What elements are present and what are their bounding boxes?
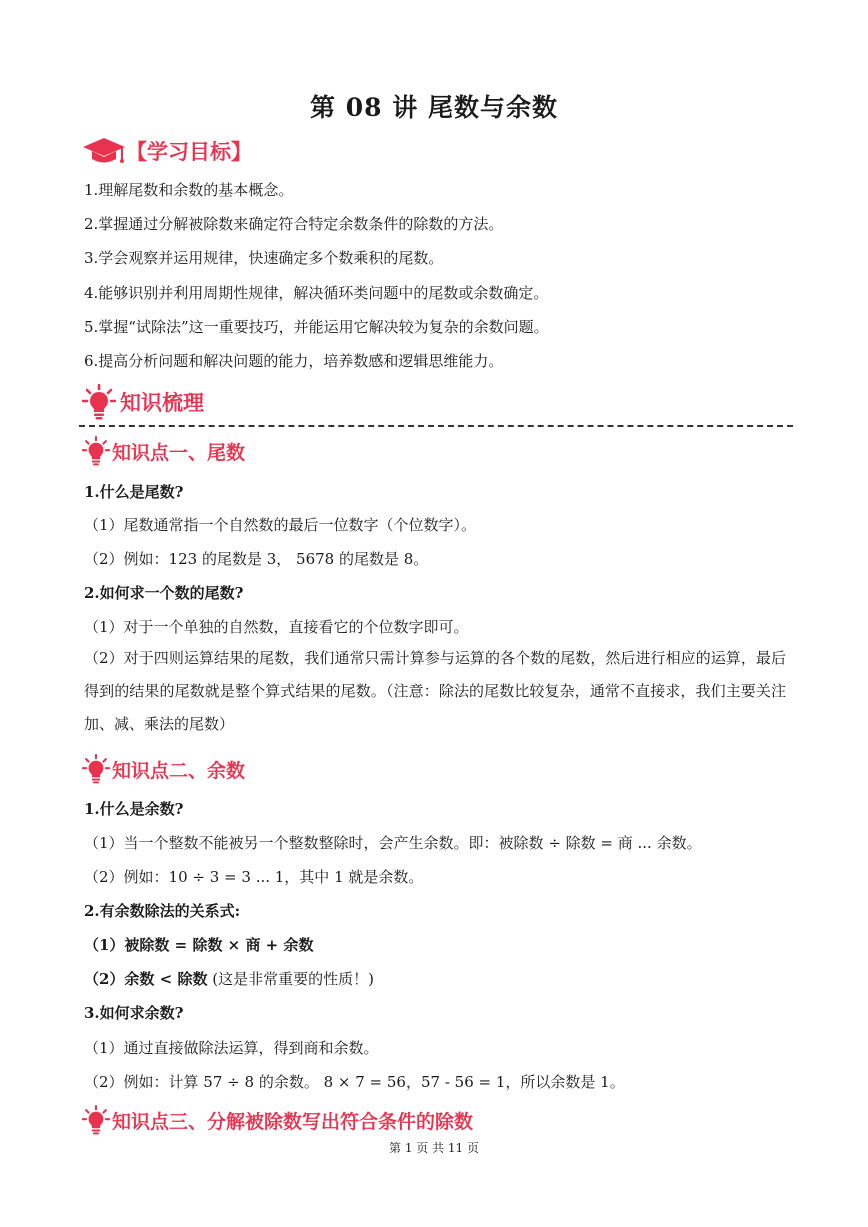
point2-heading [82,754,245,784]
question-heading: 2.有余数除法的关系式: [84,902,241,920]
page-footer: 第 1 页 共 11 页 [389,1141,479,1155]
point3-heading [82,1105,473,1135]
lightbulb-icon [82,754,110,784]
formula-line: （1）被除数 = 除数 × 商 + 余数 [84,936,314,954]
formula-line [84,969,374,989]
objective-item: 2.掌握通过分解被除数来确定符合特定余数条件的除数的方法。 [84,215,504,233]
point1-heading [82,436,245,466]
objective-item: 4.能够识别并利用周期性规律，解决循环类问题中的尾数或余数确定。 [84,284,549,302]
lightbulb-icon [82,384,116,420]
answer-line: （1）当一个整数不能被另一个整数整除时，会产生余数。即：被除数 ÷ 除数 = 商 ... 余数。 [84,834,702,852]
objective-item: 6.提高分析问题和解决问题的能力，培养数感和逻辑思维能力。 [84,352,504,370]
objective-item: 5.掌握“试除法”这一重要技巧，并能运用它解决较为复杂的余数问题。 [84,318,549,336]
answer-line: （2）例如：计算 57 ÷ 8 的余数。 8 × 7 = 56，57 - 56 = 1，所以余数是 1。 [84,1073,625,1091]
question-heading: 3.如何求余数? [84,1004,184,1022]
lightbulb-icon [82,1105,110,1135]
answer-line: （2）例如：123 的尾数是 3， 5678 的尾数是 8。 [84,550,429,568]
point2-heading-text: 知识点二、余数 [112,759,246,782]
objective-item: 1.理解尾数和余数的基本概念。 [84,181,294,199]
question-heading: 1.什么是尾数? [84,483,184,501]
knowledge-heading-text: 知识梳理 [120,391,204,415]
answer-line: （2）例如：10 ÷ 3 = 3 ... 1，其中 1 就是余数。 [84,868,424,886]
answer-paragraph: （2）对于四则运算结果的尾数，我们通常只需计算参与运算的各个数的尾数，然后进行相应的运算，最后得到的结果的尾数就是整个算式结果的尾数。（注意：除法的尾数比较复杂，通常不直接求，我们主要关注加、减、乘法的尾数） [84,649,786,733]
objectives-heading-text: 【学习目标】 [126,140,252,164]
page-title: 第 08 讲 尾数与余数 [310,93,558,122]
objective-item: 3.学会观察并运用规律，快速确定多个数乘积的尾数。 [84,249,444,267]
formula-note: (这是非常重要的性质！) [207,970,374,988]
answer-line: （1）对于一个单独的自然数，直接看它的个位数字即可。 [84,618,469,636]
answer-line: （1）尾数通常指一个自然数的最后一位数字（个位数字）。 [84,516,477,534]
lightbulb-icon [82,436,110,466]
section-divider [79,425,793,427]
question-heading: 2.如何求一个数的尾数? [84,584,244,602]
point3-heading-text: 知识点三、分解被除数写出符合条件的除数 [112,1110,474,1133]
knowledge-heading [82,384,204,420]
graduation-cap-icon [82,136,126,166]
formula-bold: （2）余数 < 除数 [84,970,208,988]
answer-line: （1）通过直接做除法运算，得到商和余数。 [84,1039,379,1057]
objectives-heading [82,136,252,166]
point1-heading-text: 知识点一、尾数 [112,441,246,464]
question-heading: 1.什么是余数? [84,800,184,818]
